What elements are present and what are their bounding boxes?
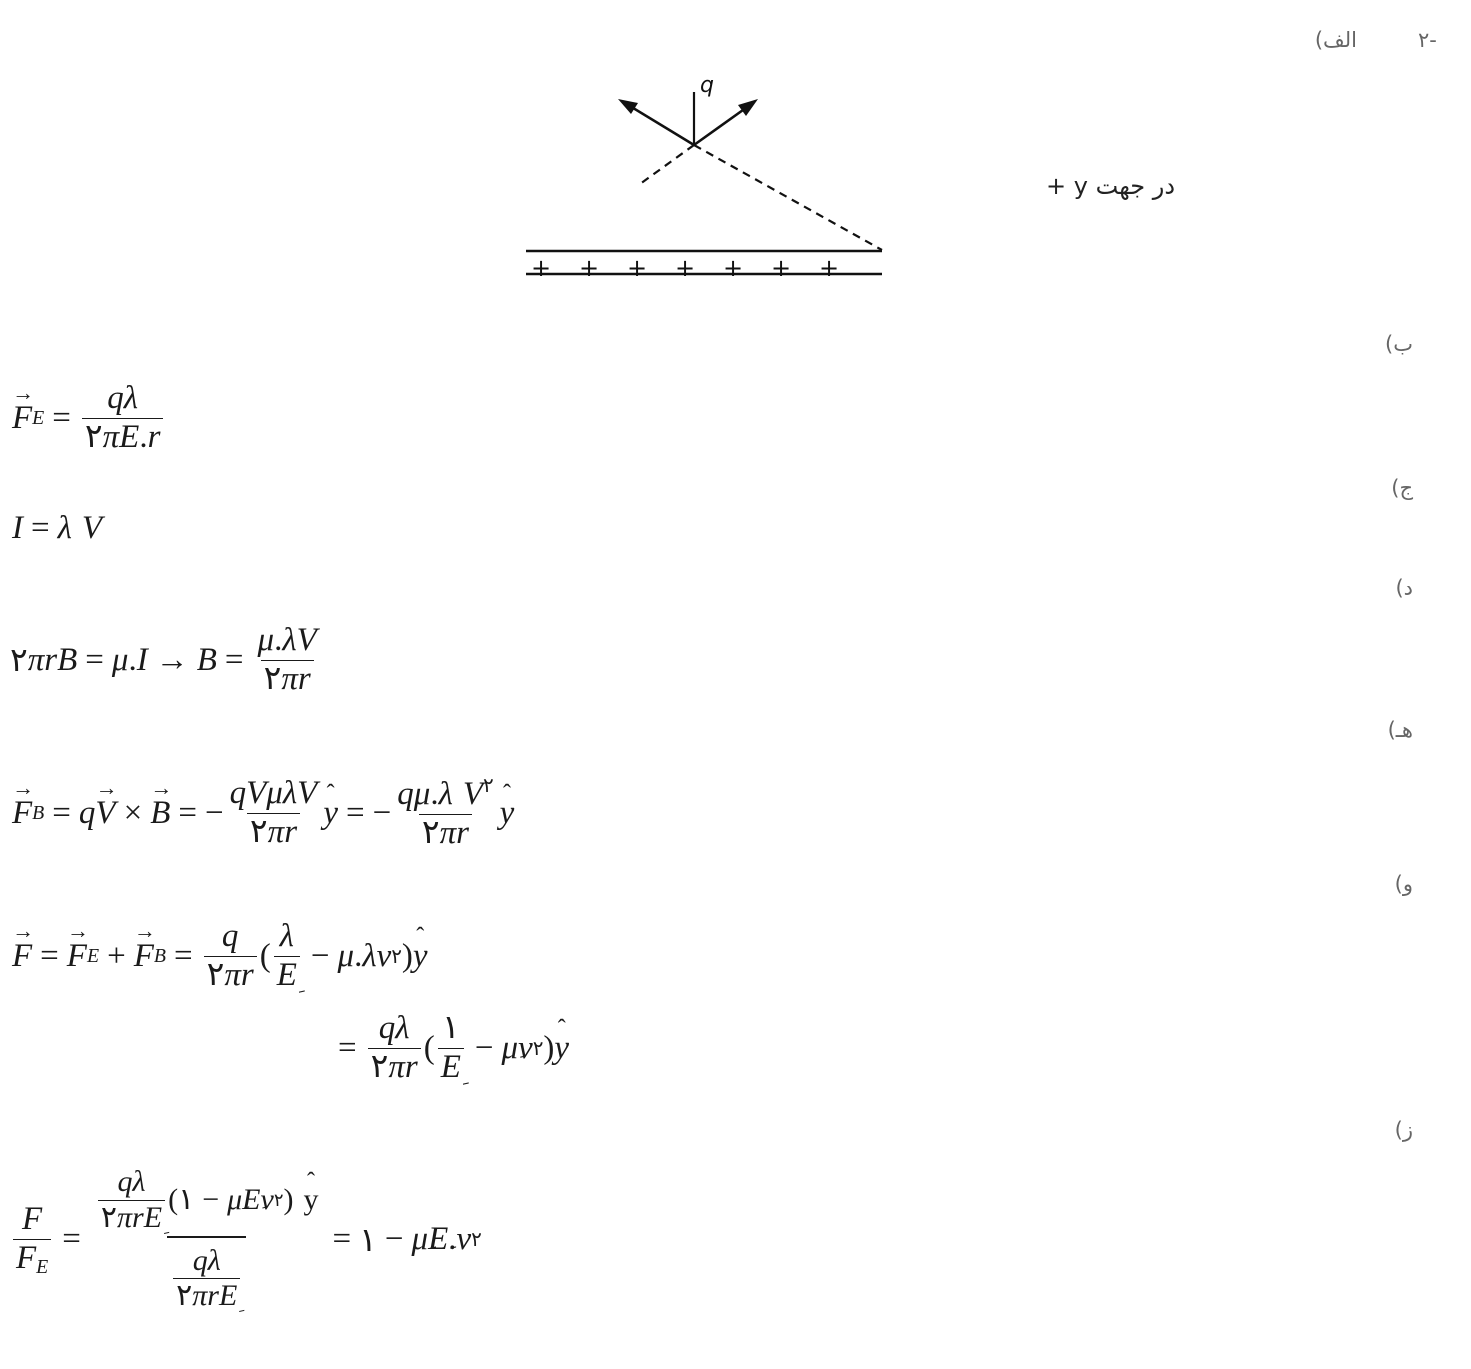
part-f-label: و)	[1394, 872, 1413, 896]
plus-sign: +	[722, 254, 744, 282]
plus-sign: +	[818, 254, 840, 282]
fraction: $\frac{q\lambda}{۲\pi r}$	[368, 1010, 421, 1087]
rod-charges	[531, 254, 839, 282]
charge-line-diagram	[510, 70, 900, 290]
fraction: $\frac{۱}{E}$	[438, 1010, 464, 1088]
vector-F: → F	[12, 400, 32, 437]
left-arrow-shaft	[625, 103, 694, 145]
part-c-label: ج)	[1391, 476, 1413, 500]
plus-sign: +	[626, 254, 648, 282]
fraction: $\frac{q}{۲\pi r}$	[204, 918, 257, 995]
part-b-label: ب)	[1385, 332, 1413, 356]
fraction: $\frac{q\lambda}{۲\pi E.r}$	[82, 380, 164, 457]
right-arrow-shaft	[694, 105, 750, 145]
dashed-line-right	[694, 145, 882, 250]
equation-g: $\frac{F}{F_E}$ = $\frac{q\lambda}{\text{۲πrE}}$ ( ۱ − μ E v ۲ ) ˆ y $\frac{q\lambda}{\text{۲πrE}}$ = ۱ − μ E . v ۲	[10, 1165, 482, 1314]
part-g-label: ز)	[1394, 1118, 1413, 1142]
direction-text: در جهت y +	[1046, 172, 1175, 200]
fraction: $\frac{\lambda}{E}$	[274, 918, 300, 996]
equation-c: I = λ V	[12, 510, 103, 546]
plus-sign: +	[770, 254, 792, 282]
fraction: $\frac{F}{F_E}$	[13, 1201, 51, 1279]
plus-sign: +	[578, 254, 600, 282]
problem-number: ۲-	[1418, 28, 1437, 52]
right-arrow-head	[738, 99, 758, 116]
equation-e: → F B = q → V × → B = − $\frac{\text{qVμλV}}{۲\pi r}$ ˆ y = − $\frac{q\mu.\lambda V^۲}{۲\pi r}$ ˆ y	[12, 775, 514, 853]
equation-f-line2: = $\frac{q\lambda}{۲\pi r}$ ( $\frac{۱}{E}$ − μ v ۲ ) ˆ y	[330, 1010, 569, 1088]
fraction: $\frac{\text{qVμλV}}{۲\pi r}$	[229, 775, 318, 851]
equation-f-line1: → F = → F E + → F B = $\frac{q}{۲\pi r}$ ( $\frac{\lambda}{E}$ − μ . λ v ۲ ) ˆ y	[12, 918, 428, 996]
equation-b: → F E = $\frac{q\lambda}{۲\pi E.r}$	[12, 380, 166, 457]
left-arrow-head	[618, 99, 638, 114]
charge-label: q	[700, 73, 714, 98]
part-e-label: هـ)	[1387, 718, 1413, 742]
dashed-line-left	[640, 145, 694, 184]
part-d-label: د)	[1395, 576, 1413, 600]
plus-sign: +	[674, 254, 696, 282]
fraction: $\frac{\mu.\lambda V}{۲\pi r}$	[257, 622, 317, 697]
equation-d: ۲ π r B = μ . I → B = $\frac{\mu.\lambda V}{۲\pi r}$	[10, 622, 323, 699]
compound-fraction: $\frac{q\lambda}{\text{۲πrE}}$ ( ۱ − μ E v ۲ ) ˆ y $\frac{q\lambda}{\text{۲πrE}}$	[92, 1165, 322, 1314]
plus-sign: +	[530, 254, 552, 282]
fraction: $\frac{q\mu.\lambda V^۲}{۲\pi r}$	[397, 775, 494, 851]
part-a-label: الف)	[1314, 28, 1357, 52]
